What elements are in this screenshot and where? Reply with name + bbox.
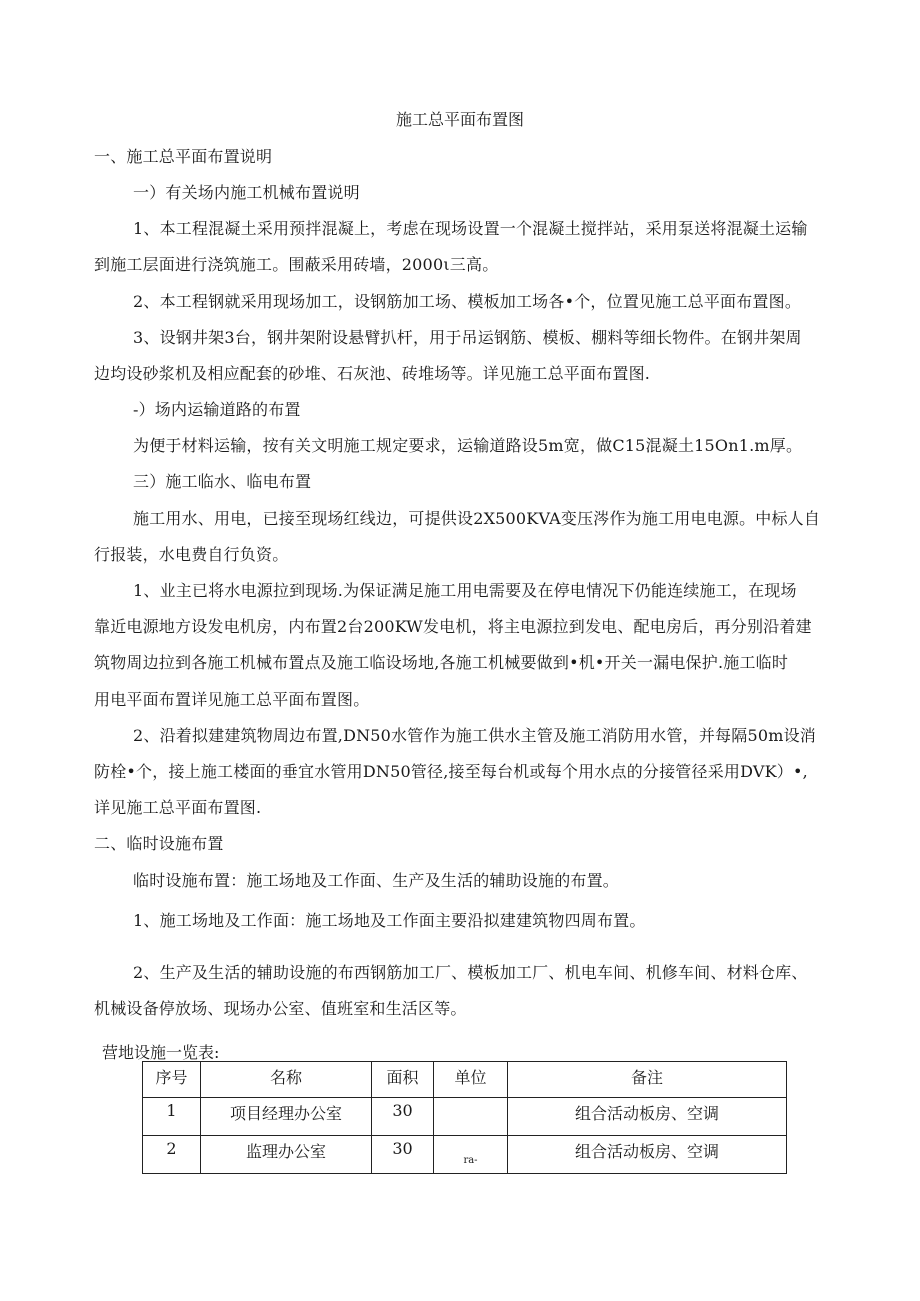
paragraph-line: 边均设砂浆机及相应配套的砂堆、石灰池、砖堆场等。详见施工总平面布置图. [94,364,651,383]
camp-facilities-table [142,1061,787,1174]
cell-area: 30 [372,1098,434,1136]
paragraph-line: 靠近电源地方设发电机房，内布置2台200KW发电机，将主电源拉到发电、配电房后，再分别沿着建 [94,617,812,636]
cell-remarks: 组合活动板房、空调 [508,1098,787,1136]
paragraph-line: 详见施工总平面布置图. [94,798,262,817]
cell-serial: 1 [143,1098,201,1136]
section-heading-1: 一、施工总平面布置说明 [94,147,273,166]
unit-mark: ra- [463,1155,478,1166]
table-row [143,1136,787,1174]
cell-serial: 2 [143,1136,201,1174]
paragraph-line: 1、本工程混凝土采用预拌混凝上，考虑在现场设置一个混凝土搅拌站，采用泵送将混凝土运输 [133,219,808,238]
cell-remarks: 组合活动板房、空调 [508,1136,787,1174]
paragraph-line: 临时设施布置：施工场地及工作面、生产及生活的辅助设施的布置。 [133,871,620,890]
table-header-row [143,1062,787,1098]
subsection-heading-3: 三）施工临水、临电布置 [133,472,312,491]
table-caption: 营地设施一览表: [102,1043,220,1062]
subsection-heading-2: -）场内运输道路的布置 [133,400,301,419]
paragraph-line: 到施工层面进行浇筑施工。围蔽采用砖墙，2000ι三高。 [94,255,499,274]
header-name: 名称 [201,1062,372,1098]
subsection-heading-1: 一）有关场内施工机械布置说明 [133,183,360,202]
header-remarks: 备注 [508,1062,787,1098]
paragraph-line: 2、沿着拟建建筑物周边布置,DN50水管作为施工供水主管及施工消防用水管，并每隔50m设消 [133,726,816,745]
paragraph-line: 为便于材料运输，按有关文明施工规定要求，运输道路设5m宽，做C15混凝土15On1.m厚。 [133,436,803,455]
page-title: 施工总平面布置图 [395,110,524,129]
header-serial: 序号 [143,1062,201,1098]
cell-unit [434,1136,508,1174]
paragraph-line: 机械设备停放场、现场办公室、值班室和生活区等。 [94,999,467,1018]
paragraph-line: 1、业主已将水电源拉到现场.为保证满足施工用电需要及在停电情况下仍能连续施工，在现场 [133,581,797,600]
paragraph-line: 用电平面布置详见施工总平面布置图。 [94,690,370,709]
table-row [143,1098,787,1136]
header-area: 面积 [372,1062,434,1098]
paragraph-line: 行报装，水电费自行负资。 [94,545,289,564]
paragraph-line: 2、生产及生活的辅助设施的布西钢筋加工厂、模板加工厂、机电车间、机修车间、材料仓库、 [133,963,808,982]
cell-unit [434,1098,508,1136]
paragraph-line: 3、设钢井架3台，钢井架附设悬臂扒杆，用于吊运钢筋、模板、棚料等细长物件。在钢井架周 [133,328,802,347]
cell-area: 30 [372,1136,434,1174]
paragraph-line: 1、施工场地及工作面：施工场地及工作面主要沿拟建建筑物四周布置。 [133,911,646,930]
paragraph-line: 防栓•个，接上施工楼面的垂宜水管用DN50管径,接至每台机或每个用水点的分接管径采用DVK）•, [94,762,808,781]
cell-name: 监理办公室 [201,1136,372,1174]
header-unit: 单位 [434,1062,508,1098]
section-heading-2: 二、临时设施布置 [94,834,224,853]
paragraph-line: 施工用水、用电，已接至现场红线边，可提供设2X500KVA变压涔作为施工用电电源。中标人自 [133,509,821,528]
cell-name: 项目经理办公室 [201,1098,372,1136]
paragraph-line: 2、本工程钢就采用现场加工，设钢筋加工场、模板加工场各•个，位置见施工总平面布置图。 [133,292,802,311]
paragraph-line: 筑物周边拉到各施工机械布置点及施工临设场地,各施工机械要做到•机•开关一漏电保护.施工临时 [94,653,789,672]
